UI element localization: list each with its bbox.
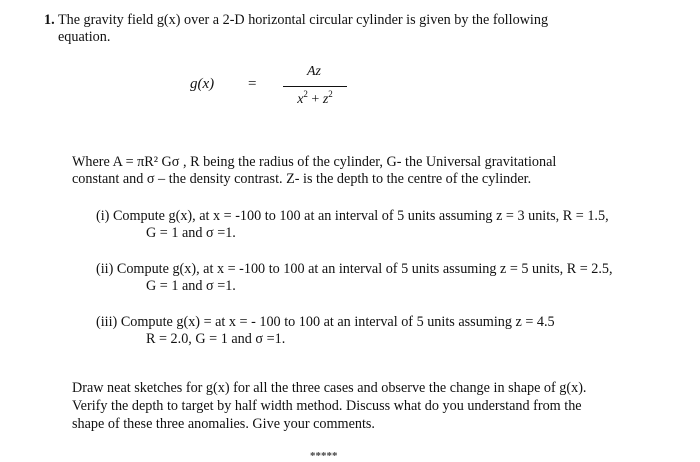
- definition-line-2: constant and σ – the density contrast. Z- is the depth to the centre of the cylinder.: [72, 171, 532, 187]
- definition-line-1: Where A = πR² Gσ , R being the radius of the cylinder, G- the Universal gravitational: [72, 154, 557, 170]
- denominator-x: x: [297, 92, 304, 107]
- equation-equals: =: [248, 76, 257, 92]
- item-1-line-2: G = 1 and σ =1.: [146, 225, 236, 241]
- item-3-line-1: (iii) Compute g(x) = at x = - 100 to 100 at an interval of 5 units assuming z = 4.5: [96, 314, 555, 330]
- question-line-1: [44, 12, 548, 29]
- question-text-1: The gravity field g(x) over a 2-D horizontal circular cylinder is given by the following: [57, 12, 549, 28]
- exponent-x: 2: [303, 89, 308, 99]
- fraction-bar: [283, 86, 347, 87]
- footer-stars: *****: [310, 450, 338, 462]
- instructions-line-1: Draw neat sketches for g(x) for all the three cases and observe the change in shape of g(x).: [72, 380, 587, 396]
- equation-numerator: Az: [307, 64, 321, 79]
- item-1-line-1: (i) Compute g(x), at x = -100 to 100 at an interval of 5 units assuming z = 3 units, R = 1.5,: [96, 208, 609, 224]
- item-3-line-2: R = 2.0, G = 1 and σ =1.: [146, 331, 286, 347]
- question-number: 1.: [44, 12, 55, 28]
- denominator-z: z: [322, 92, 329, 107]
- item-2-line-1: (ii) Compute g(x), at x = -100 to 100 at an interval of 5 units assuming z = 5 units, R = 2.5,: [96, 261, 613, 277]
- instructions-line-3: shape of these three anomalies. Give your comments.: [72, 416, 375, 432]
- item-2-line-2: G = 1 and σ =1.: [146, 278, 236, 294]
- exponent-z: 2: [328, 89, 333, 99]
- question-line-2: equation.: [58, 29, 111, 45]
- equation-denominator: [283, 89, 347, 108]
- denominator-plus: +: [307, 92, 323, 107]
- equation-lhs: g(x): [190, 76, 215, 92]
- instructions-line-2: Verify the depth to target by half width method. Discuss what do you understand from the: [72, 398, 582, 414]
